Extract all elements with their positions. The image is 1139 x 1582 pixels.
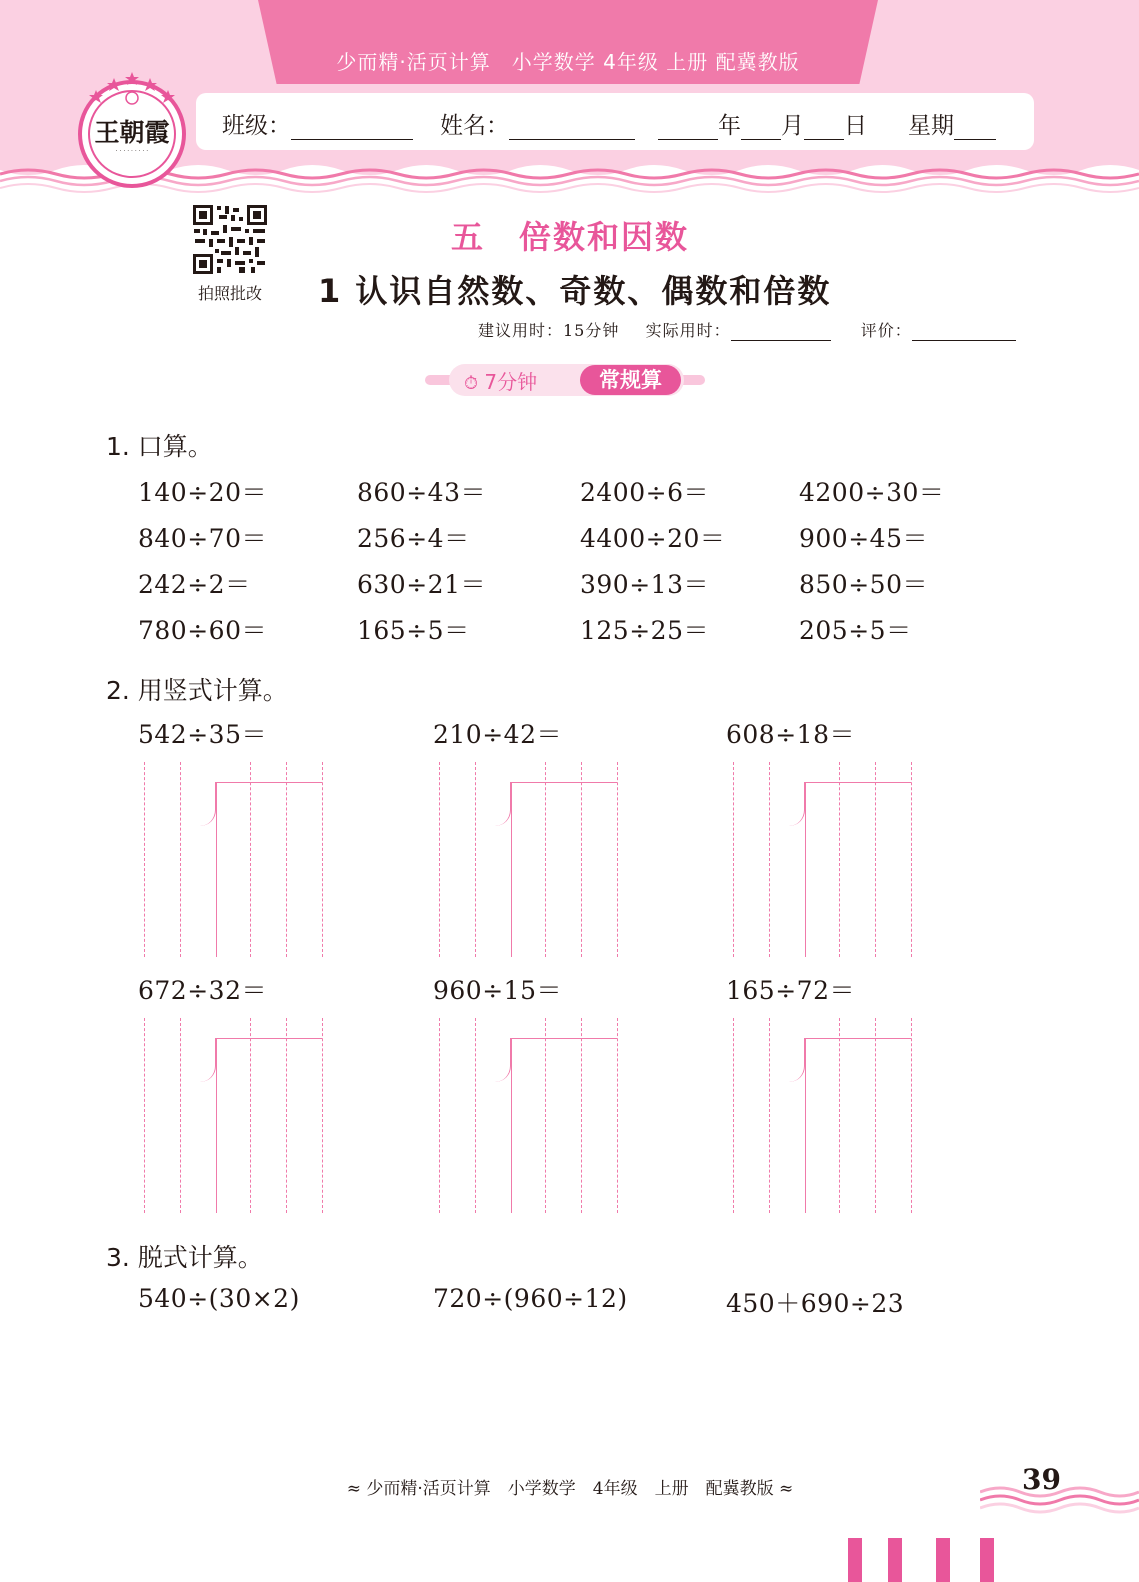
long-division-grid[interactable] — [733, 762, 913, 957]
stopwatch-icon: ⏱ — [464, 373, 479, 394]
class-label: 班级： — [222, 113, 291, 139]
q3-problem: 450＋690÷23 — [726, 1289, 905, 1318]
q1-item: 205÷5＝ — [799, 616, 912, 645]
qr-label: 拍照批改 — [197, 284, 262, 303]
q2-problem: 608÷18＝ — [726, 720, 855, 749]
long-division-grid[interactable] — [733, 1018, 913, 1213]
q1-item: 4400÷20＝ — [580, 524, 726, 553]
edge-stripe — [848, 1538, 862, 1582]
class-field[interactable] — [222, 107, 413, 140]
q2-problem: 960÷15＝ — [433, 976, 562, 1005]
page-number: 39 — [1022, 1463, 1061, 1496]
name-label: 姓名： — [440, 113, 509, 139]
q1-item: 256÷4＝ — [357, 524, 470, 553]
edge-stripe — [888, 1538, 902, 1582]
q2-problem: 165÷72＝ — [726, 976, 855, 1005]
logo-stars-icon — [86, 66, 178, 106]
q1-item: 900÷45＝ — [799, 524, 928, 553]
time-info — [478, 318, 1016, 341]
month-label: 月 — [781, 113, 804, 139]
q3-problem: 540÷(30×2) — [138, 1284, 300, 1313]
week-label: 星期 — [908, 113, 954, 139]
day-label: 日 — [844, 113, 867, 139]
suggested-time: 建议用时：15分钟 — [478, 321, 620, 340]
qr-code-icon[interactable] — [191, 203, 269, 276]
q1-item: 140÷20＝ — [138, 478, 267, 507]
date-field[interactable] — [658, 107, 867, 140]
q1-item: 780÷60＝ — [138, 616, 267, 645]
edge-stripe — [980, 1538, 994, 1582]
q2-problem: 672÷32＝ — [138, 976, 267, 1005]
q1-item: 850÷50＝ — [799, 570, 928, 599]
logo-text: 王朝霞 — [94, 118, 170, 147]
footer-series: ≈ 少而精·活页计算 小学数学 4年级 上册 配冀教版 ≈ — [346, 1479, 794, 1499]
pill-time-text: 7分钟 — [484, 370, 538, 394]
long-division-grid[interactable] — [439, 1018, 619, 1213]
pill-badge: 常规算 — [580, 365, 681, 395]
long-division-grid[interactable] — [144, 762, 324, 957]
weekday-field[interactable] — [908, 107, 996, 140]
q1-item: 165÷5＝ — [357, 616, 470, 645]
q1-item: 840÷70＝ — [138, 524, 267, 553]
q3-title: 3. 脱式计算。 — [106, 1243, 263, 1272]
long-division-grid[interactable] — [439, 762, 619, 957]
q3-problem: 720÷(960÷12) — [433, 1284, 628, 1313]
long-division-grid[interactable] — [144, 1018, 324, 1213]
year-label: 年 — [718, 113, 741, 139]
series-title: 少而精·活页计算 小学数学 4年级 上册 配冀教版 — [336, 50, 800, 74]
edge-stripe — [936, 1538, 950, 1582]
q1-item: 860÷43＝ — [357, 478, 486, 507]
q1-item: 630÷21＝ — [357, 570, 486, 599]
q1-item: 242÷2＝ — [138, 570, 251, 599]
q1-item: 390÷13＝ — [580, 570, 709, 599]
evaluation-field[interactable] — [912, 322, 1016, 341]
q2-problem: 542÷35＝ — [138, 720, 267, 749]
q1-item: 4200÷30＝ — [799, 478, 945, 507]
actual-time-field[interactable] — [731, 322, 831, 341]
q1-item: 125÷25＝ — [580, 616, 709, 645]
q1-item: 2400÷6＝ — [580, 478, 709, 507]
q2-title: 2. 用竖式计算。 — [106, 676, 288, 705]
q2-problem: 210÷42＝ — [433, 720, 562, 749]
pill-time — [464, 366, 537, 395]
unit-title: 五 倍数和因数 — [450, 218, 689, 256]
lesson-title: 1 认识自然数、奇数、偶数和倍数 — [318, 272, 832, 310]
actual-time-label: 实际用时： — [645, 321, 731, 340]
logo-ring-decoration: · · · · · · · · · — [115, 148, 149, 155]
name-field[interactable] — [440, 107, 635, 140]
evaluation-label: 评价： — [860, 321, 912, 340]
q1-title: 1. 口算。 — [106, 432, 213, 461]
